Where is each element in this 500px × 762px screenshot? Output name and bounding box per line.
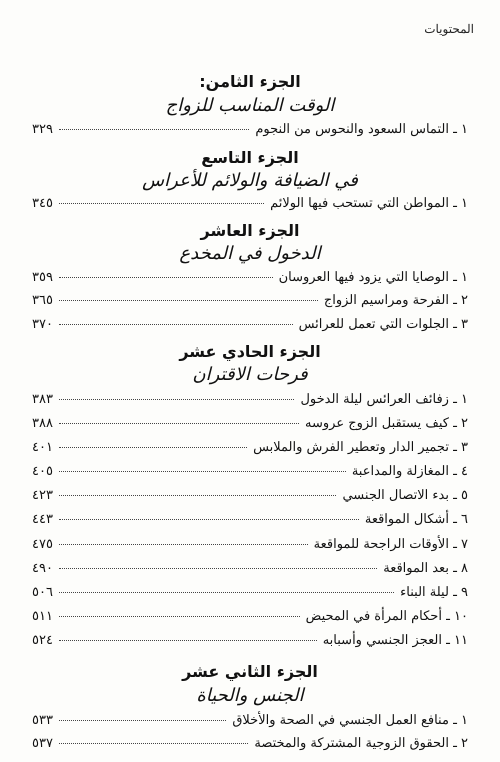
toc-entry-text: ٢ ـ الحقوق الزوجية المشتركة والمختصة [254, 736, 468, 751]
part-title: الجزء الثاني عشر [182, 662, 318, 681]
toc-entry-text: ١ ـ زفائف العرائس ليلة الدخول [300, 392, 468, 407]
toc-page-number: ٤٠٥ [32, 464, 53, 479]
toc-entry-text: ١ ـ التماس السعود والنحوس من النجوم [255, 122, 468, 137]
toc-entry-text: ١ ـ المواطن التي تستحب فيها الولائم [270, 196, 468, 211]
toc-entry-text: ١ ـ منافع العمل الجنسي في الصحة والأخلاق [232, 713, 468, 728]
toc-page-number: ٣٨٣ [32, 392, 53, 407]
toc-entry [32, 736, 468, 754]
toc-entry-text: ٣ ـ تجمير الدار وتعطير الفرش والملابس [253, 440, 468, 455]
dot-leader [59, 300, 318, 301]
toc-page-number: ٤٩٠ [32, 561, 53, 576]
dot-leader [59, 324, 293, 325]
toc-page-number: ٤٠١ [32, 440, 53, 455]
toc-page-number: ٣٤٥ [32, 196, 53, 211]
toc-page-number: ٥٢٤ [32, 633, 53, 648]
dot-leader [59, 519, 359, 520]
dot-leader [59, 203, 264, 204]
toc-entry [32, 609, 468, 627]
dot-leader [59, 423, 299, 424]
toc-entry [32, 416, 468, 434]
toc-entry [32, 317, 468, 335]
toc-page-number: ٥٣٧ [32, 736, 53, 751]
toc-entry-text: ٥ ـ بدء الاتصال الجنسي [342, 488, 468, 503]
dot-leader [59, 277, 273, 278]
toc-entry [32, 537, 468, 555]
part-title: الجزء الثامن: [199, 72, 301, 91]
toc-entry-text: ٢ ـ الفرحة ومراسيم الزواج [323, 293, 468, 308]
toc-entry-text: ٣ ـ الجلوات التي تعمل للعرائس [298, 317, 468, 332]
dot-leader [59, 568, 377, 569]
toc-entry [32, 270, 468, 288]
dot-leader [59, 544, 308, 545]
toc-page-number: ٥١١ [32, 609, 53, 624]
toc-entry [32, 713, 468, 731]
part-title: الجزء العاشر [200, 221, 300, 240]
part-title: الجزء الحادي عشر [179, 342, 321, 361]
toc-entry [32, 633, 468, 651]
part-title: الجزء التاسع [201, 148, 299, 167]
dot-leader [59, 495, 337, 496]
part-subtitle: الوقت المناسب للزواج [165, 95, 335, 116]
toc-entry-text: ١١ ـ العجز الجنسي وأسبابه [322, 633, 468, 648]
dot-leader [59, 640, 317, 641]
toc-entry [32, 122, 468, 140]
toc-page-number: ٥٣٣ [32, 713, 53, 728]
toc-entry-text: ١ ـ الوصايا التي يزود فيها العروسان [278, 270, 468, 285]
toc-page-number: ٣٨٨ [32, 416, 53, 431]
dot-leader [59, 399, 294, 400]
toc-entry [32, 585, 468, 603]
part-subtitle: في الضيافة والولائم للأعراس [142, 170, 358, 191]
toc-entry [32, 440, 468, 458]
dot-leader [59, 720, 226, 721]
toc-entry [32, 392, 468, 410]
running-head: المحتويات [424, 22, 474, 36]
toc-page-number: ٤٤٣ [32, 512, 53, 527]
toc-entry-text: ٩ ـ ليلة البناء [400, 585, 468, 600]
part-subtitle: الدخول في المخدع [179, 243, 321, 264]
toc-entry-text: ٢ ـ كيف يستقبل الزوج عروسه [305, 416, 468, 431]
toc-page-number: ٣٦٥ [32, 293, 53, 308]
toc-entry [32, 512, 468, 530]
toc-entry [32, 561, 468, 579]
toc-entry [32, 293, 468, 311]
toc-page-number: ٥٠٦ [32, 585, 53, 600]
dot-leader [59, 447, 247, 448]
toc-entry-text: ٤ ـ المغازلة والمداعبة [351, 464, 468, 479]
dot-leader [59, 592, 394, 593]
toc-page-number: ٤٧٥ [32, 537, 53, 552]
dot-leader [59, 743, 248, 744]
part-subtitle: فرحات الاقتران [192, 364, 308, 385]
toc-entry [32, 196, 468, 214]
toc-page-number: ٤٢٣ [32, 488, 53, 503]
part-subtitle: الجنس والحياة [196, 685, 304, 706]
toc-entry-text: ٨ ـ بعد المواقعة [383, 561, 468, 576]
toc-entry-text: ٦ ـ أشكال المواقعة [364, 512, 468, 527]
toc-entry-text: ١٠ ـ أحكام المرأة في المحيض [305, 609, 468, 624]
toc-page-number: ٣٧٠ [32, 317, 53, 332]
toc-entry [32, 488, 468, 506]
toc-page-number: ٣٥٩ [32, 270, 53, 285]
dot-leader [59, 616, 300, 617]
dot-leader [59, 129, 249, 130]
toc-entry-text: ٧ ـ الأوقات الراجحة للمواقعة [313, 537, 468, 552]
toc-entry [32, 464, 468, 482]
dot-leader [59, 471, 346, 472]
toc-page-number: ٣٢٩ [32, 122, 53, 137]
